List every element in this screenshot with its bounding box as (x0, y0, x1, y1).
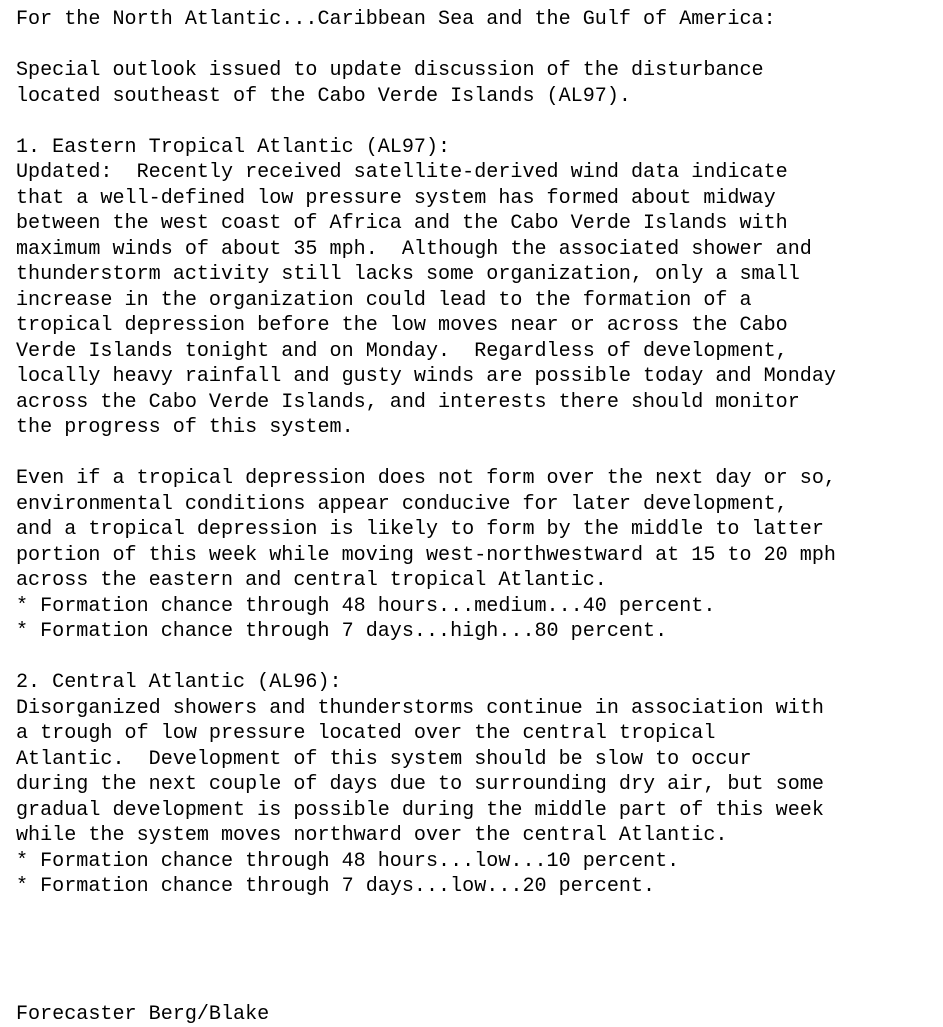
spacer (16, 976, 941, 1002)
formation-chance-48h: * Formation chance through 48 hours...low...10 percent. (16, 849, 941, 875)
text-line: tropical depression before the low moves near or across the Cabo (16, 313, 941, 339)
text-line: Even if a tropical depression does not form over the next day or so, (16, 466, 941, 492)
system-title: 2. Central Atlantic (AL96): (16, 670, 941, 696)
spacer (16, 645, 941, 671)
forecaster-signature: Forecaster Berg/Blake (16, 1002, 941, 1027)
formation-chances (16, 849, 941, 900)
text-line: Verde Islands tonight and on Monday. Regardless of development, (16, 339, 941, 365)
spacer (16, 441, 941, 467)
spacer (16, 33, 941, 59)
system-title: 1. Eastern Tropical Atlantic (AL97): (16, 135, 941, 161)
text-line: during the next couple of days due to surrounding dry air, but some (16, 772, 941, 798)
text-line: Updated: Recently received satellite-derived wind data indicate (16, 160, 941, 186)
formation-chances (16, 594, 941, 645)
discussion-paragraph (16, 160, 941, 441)
text-line: and a tropical depression is likely to form by the middle to latter (16, 517, 941, 543)
text-line: between the west coast of Africa and the Cabo Verde Islands with (16, 211, 941, 237)
spacer (16, 109, 941, 135)
formation-chance-48h: * Formation chance through 48 hours...medium...40 percent. (16, 594, 941, 620)
text-line: Disorganized showers and thunderstorms continue in association with (16, 696, 941, 722)
text-line: Atlantic. Development of this system should be slow to occur (16, 747, 941, 773)
text-line: environmental conditions appear conducive for later development, (16, 492, 941, 518)
text-line: across the Cabo Verde Islands, and interests there should monitor (16, 390, 941, 416)
basin-header: For the North Atlantic...Caribbean Sea and the Gulf of America: (16, 7, 941, 33)
note-line: Special outlook issued to update discussion of the disturbance (16, 58, 941, 84)
spacer (16, 925, 941, 951)
text-line: that a well-defined low pressure system has formed about midway (16, 186, 941, 212)
spacer (16, 951, 941, 977)
system-central-atlantic (16, 670, 941, 900)
discussion-paragraph (16, 466, 941, 594)
special-outlook-note (16, 58, 941, 109)
note-line: located southeast of the Cabo Verde Islands (AL97). (16, 84, 941, 110)
text-line: increase in the organization could lead to the formation of a (16, 288, 941, 314)
text-line: gradual development is possible during the middle part of this week (16, 798, 941, 824)
system-eastern-tropical-atlantic (16, 135, 941, 645)
text-line: thunderstorm activity still lacks some organization, only a small (16, 262, 941, 288)
spacer (16, 900, 941, 926)
text-line: a trough of low pressure located over the central tropical (16, 721, 941, 747)
text-line: locally heavy rainfall and gusty winds are possible today and Monday (16, 364, 941, 390)
text-line: the progress of this system. (16, 415, 941, 441)
text-line: portion of this week while moving west-northwestward at 15 to 20 mph (16, 543, 941, 569)
text-line: while the system moves northward over the central Atlantic. (16, 823, 941, 849)
formation-chance-7day: * Formation chance through 7 days...high...80 percent. (16, 619, 941, 645)
formation-chance-7day: * Formation chance through 7 days...low...20 percent. (16, 874, 941, 900)
text-line: maximum winds of about 35 mph. Although the associated shower and (16, 237, 941, 263)
tropical-outlook-document (16, 7, 941, 1027)
discussion-paragraph (16, 696, 941, 849)
text-line: across the eastern and central tropical Atlantic. (16, 568, 941, 594)
